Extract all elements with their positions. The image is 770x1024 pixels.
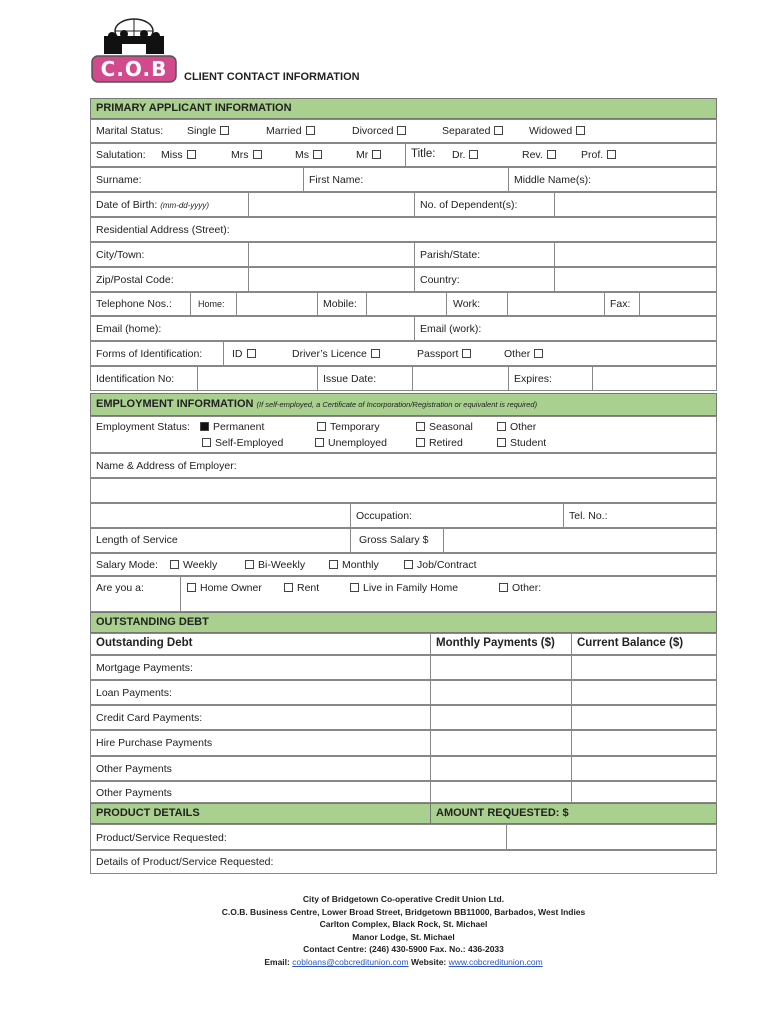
checkbox-mrs <box>253 150 262 159</box>
employment-section-header <box>90 393 717 416</box>
checkbox-other-employment <box>497 422 506 431</box>
first-name-label[interactable]: First Name: <box>309 174 364 186</box>
home-phone-label[interactable]: Home: <box>198 299 225 309</box>
debt-label-other-2: Other Payments <box>96 787 172 799</box>
debt-row <box>90 680 717 705</box>
amount-requested-label[interactable]: AMOUNT REQUESTED: $ <box>436 807 569 819</box>
footer <box>90 893 717 969</box>
checkbox-seasonal <box>416 422 425 431</box>
footer-links: Email: cobloans@cobcreditunion.com Website: www.cobcreditunion.com <box>264 956 543 967</box>
debt-section-header: OUTSTANDING DEBT <box>90 612 717 633</box>
email-link[interactable]: cobloans@cobcreditunion.com <box>292 956 409 967</box>
option-married[interactable]: Married <box>266 125 315 137</box>
dob-label[interactable]: Date of Birth: (mm-dd-yyyy) <box>96 199 210 211</box>
option-rev[interactable]: Rev. <box>522 149 556 161</box>
zip-label[interactable]: Zip/Postal Code: <box>96 274 174 286</box>
checkbox-miss <box>187 150 196 159</box>
option-monthly[interactable]: Monthly <box>329 559 379 571</box>
checkbox-drivers-licence <box>371 349 380 358</box>
option-seasonal[interactable]: Seasonal <box>416 421 473 433</box>
are-you-label: Are you a: <box>96 582 144 594</box>
option-widowed[interactable]: Widowed <box>529 125 585 137</box>
debt-column-headers <box>90 633 717 655</box>
option-divorced[interactable]: Divorced <box>352 125 406 137</box>
salutation-label: Salutation: <box>96 149 146 161</box>
option-dr[interactable]: Dr. <box>452 149 478 161</box>
checkbox-id <box>247 349 256 358</box>
debt-label-credit-card: Credit Card Payments: <box>96 712 203 724</box>
id-forms-label: Forms of Identification: <box>96 348 203 360</box>
checkbox-ms <box>313 150 322 159</box>
footer-org-name: City of Bridgetown Co-operative Credit Union Ltd. <box>302 894 505 904</box>
checkbox-prof <box>607 150 616 159</box>
debt-label-other-1: Other Payments <box>96 763 172 775</box>
option-drivers-licence[interactable]: Driver’s Licence <box>292 348 380 360</box>
dependents-label[interactable]: No. of Dependent(s): <box>420 199 518 211</box>
telephone-row <box>90 292 717 316</box>
option-permanent[interactable]: Permanent <box>200 421 264 433</box>
salary-mode-label: Salary Mode: <box>96 559 158 571</box>
option-mrs[interactable]: Mrs <box>231 149 262 161</box>
logo-text: C.O.B <box>100 57 168 81</box>
option-retired[interactable]: Retired <box>416 437 463 449</box>
identification-number-row <box>90 366 717 391</box>
option-other-employment[interactable]: Other <box>497 421 536 433</box>
debt-label-loan: Loan Payments: <box>96 687 172 699</box>
option-separated[interactable]: Separated <box>442 125 503 137</box>
checkbox-single <box>220 126 229 135</box>
checkbox-dr <box>469 150 478 159</box>
length-of-service-label[interactable]: Length of Service <box>96 534 178 546</box>
footer-address-1: C.O.B. Business Centre, Lower Broad Street, Bridgetown BB11000, Barbados, West Indies <box>221 906 586 917</box>
occupation-label[interactable]: Occupation: <box>356 510 413 522</box>
product-details-row <box>90 850 717 874</box>
checkbox-other-residence <box>499 583 508 592</box>
are-you-row <box>90 576 717 612</box>
debt-row <box>90 705 717 730</box>
option-passport[interactable]: Passport <box>417 348 471 360</box>
checkbox-retired <box>416 438 425 447</box>
parish-label[interactable]: Parish/State: <box>420 249 481 261</box>
email-home-label[interactable]: Email (home): <box>96 323 162 335</box>
email-row <box>90 316 717 341</box>
checkbox-job-contract <box>404 560 413 569</box>
option-other-id[interactable]: Other <box>504 348 543 360</box>
id-number-label[interactable]: Identification No: <box>96 373 175 385</box>
checkbox-separated <box>494 126 503 135</box>
option-job-contract[interactable]: Job/Contract <box>404 559 477 571</box>
mobile-label[interactable]: Mobile: <box>323 298 357 310</box>
debt-row <box>90 655 717 680</box>
salutation-row <box>90 143 717 167</box>
work-phone-label[interactable]: Work: <box>453 298 481 310</box>
checkbox-temporary <box>317 422 326 431</box>
option-live-in-family-home[interactable]: Live in Family Home <box>350 582 458 594</box>
address-row <box>90 217 717 242</box>
checkbox-passport <box>462 349 471 358</box>
title-label: Title: <box>411 148 436 160</box>
checkbox-unemployed <box>315 438 324 447</box>
checkbox-rev <box>547 150 556 159</box>
marital-label: Marital Status: <box>96 125 164 137</box>
option-weekly[interactable]: Weekly <box>170 559 217 571</box>
website-link[interactable]: www.cobcreditunion.com <box>448 956 543 967</box>
option-ms[interactable]: Ms <box>295 149 322 161</box>
form-title: CLIENT CONTACT INFORMATION <box>184 71 360 83</box>
city-row <box>90 242 717 267</box>
expires-label[interactable]: Expires: <box>514 373 552 385</box>
name-row <box>90 167 717 192</box>
checkbox-rent <box>284 583 293 592</box>
checkbox-bi-weekly <box>245 560 254 569</box>
country-label[interactable]: Country: <box>420 274 460 286</box>
employment-status-label: Employment Status: <box>96 421 190 433</box>
checkbox-monthly <box>329 560 338 569</box>
telephone-label: Telephone Nos.: <box>96 298 172 310</box>
tel-no-label[interactable]: Tel. No.: <box>569 510 608 522</box>
product-details-label[interactable]: Details of Product/Service Requested: <box>96 856 274 868</box>
checkbox-other-id <box>534 349 543 358</box>
checkbox-married <box>306 126 315 135</box>
checkbox-widowed <box>576 126 585 135</box>
option-bi-weekly[interactable]: Bi-Weekly <box>245 559 305 571</box>
occupation-row <box>90 503 717 528</box>
option-unemployed[interactable]: Unemployed <box>315 437 387 449</box>
footer-address-3: Manor Lodge, St. Michael <box>352 931 455 942</box>
checkbox-divorced <box>397 126 406 135</box>
product-section-header <box>90 803 717 824</box>
issue-date-label[interactable]: Issue Date: <box>323 373 377 385</box>
salary-mode-row <box>90 553 717 576</box>
employer-continuation-row[interactable] <box>90 478 717 503</box>
debt-row <box>90 756 717 781</box>
employment-header-text: EMPLOYMENT INFORMATION <box>96 398 254 410</box>
debt-row <box>90 781 717 803</box>
primary-section-header: PRIMARY APPLICANT INFORMATION <box>90 98 717 119</box>
identification-forms-row <box>90 341 717 366</box>
option-self-employed[interactable]: Self-Employed <box>202 437 283 449</box>
employer-label[interactable]: Name & Address of Employer: <box>96 460 237 472</box>
dob-row <box>90 192 717 217</box>
length-salary-row <box>90 528 717 553</box>
checkbox-permanent <box>200 422 209 431</box>
middle-name-label[interactable]: Middle Name(s): <box>514 174 592 186</box>
email-work-label[interactable]: Email (work): <box>420 323 482 335</box>
debt-label-mortgage: Mortgage Payments: <box>96 662 193 674</box>
city-label[interactable]: City/Town: <box>96 249 145 261</box>
option-home-owner[interactable]: Home Owner <box>187 582 262 594</box>
footer-address-2: Carlton Complex, Black Rock, St. Michael <box>319 919 488 930</box>
checkbox-student <box>497 438 506 447</box>
cob-logo <box>88 14 180 84</box>
checkbox-live-in-family-home <box>350 583 359 592</box>
option-temporary[interactable]: Temporary <box>317 421 380 433</box>
debt-col-balance: Current Balance ($) <box>577 637 684 649</box>
debt-label-hire-purchase: Hire Purchase Payments <box>96 737 213 749</box>
employer-row <box>90 453 717 478</box>
product-header-text: PRODUCT DETAILS <box>96 807 200 819</box>
debt-row <box>90 730 717 756</box>
checkbox-home-owner <box>187 583 196 592</box>
product-requested-row <box>90 824 717 850</box>
option-mr[interactable]: Mr <box>356 149 381 161</box>
surname-label[interactable]: Surname: <box>96 174 142 186</box>
option-other-residence[interactable]: Other: <box>499 582 541 594</box>
option-miss[interactable]: Miss <box>161 149 196 161</box>
option-rent[interactable]: Rent <box>284 582 319 594</box>
footer-contact: Contact Centre: (246) 430-5900 Fax. No.: 436-2033 <box>303 944 504 955</box>
employment-status-row <box>90 416 717 453</box>
option-prof[interactable]: Prof. <box>581 149 616 161</box>
debt-col-outstanding: Outstanding Debt <box>96 637 193 649</box>
gross-salary-label[interactable]: Gross Salary $ <box>359 534 429 546</box>
marital-status-row <box>90 119 717 143</box>
option-student[interactable]: Student <box>497 437 546 449</box>
debt-col-monthly: Monthly Payments ($) <box>436 637 555 649</box>
product-requested-label[interactable]: Product/Service Requested: <box>96 832 227 844</box>
address-label[interactable]: Residential Address (Street): <box>96 224 230 236</box>
option-id[interactable]: ID <box>232 348 256 360</box>
employment-header-note: (If self-employed, a Certificate of Incorporation/Registration or equivalent is required) <box>256 400 538 409</box>
zip-row <box>90 267 717 292</box>
fax-label[interactable]: Fax: <box>610 298 631 310</box>
checkbox-mr <box>372 150 381 159</box>
checkbox-self-employed <box>202 438 211 447</box>
checkbox-weekly <box>170 560 179 569</box>
option-single[interactable]: Single <box>187 125 229 137</box>
